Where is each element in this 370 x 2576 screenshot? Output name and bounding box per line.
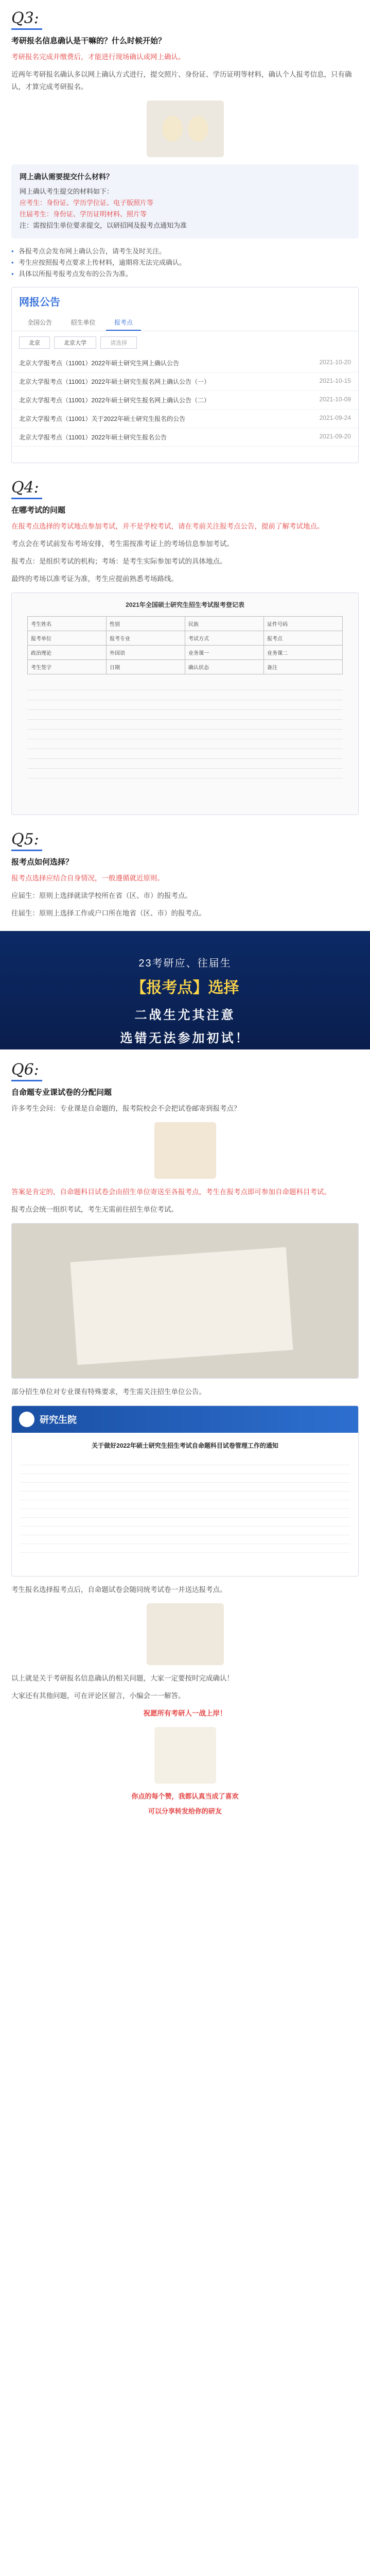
form-body	[27, 685, 343, 788]
q5-title: 报考点如何选择？	[11, 858, 74, 867]
q4-paragraph-4: 最终的考场以准考证为准，考生应提前熟悉考场路线。	[11, 575, 178, 583]
q5-number: Q5:	[11, 831, 42, 851]
list-item-date: 2021-09-20	[319, 433, 351, 440]
tab-national[interactable]: 全国公告	[27, 319, 52, 326]
form-cell: 报考点	[267, 636, 283, 642]
form-cell: 政治理论	[28, 646, 107, 659]
q5-paragraph-2: 应届生：原则上选择就读学校所在省（区、市）的报考点。	[11, 892, 192, 900]
q3-box-line-2: 往届考生：身份证、学历证明材料、照片等	[20, 210, 147, 218]
province-select[interactable]: 北京	[19, 336, 50, 349]
notice-body	[20, 1458, 350, 1561]
list-item-title: 北京大学报考点（11001）2022年硕士研究生报名网上确认公告（二）	[19, 397, 210, 404]
q6-paragraph-4: 部分招生单位对专业课有特殊要求，考生需关注招生单位公告。	[11, 1388, 206, 1396]
form-cell: 民族	[185, 617, 264, 631]
form-cell: 日期	[107, 660, 185, 674]
q4-paragraph-2: 考点会在考试前发布考场安排，考生需按准考证上的考场信息参加考试。	[11, 540, 234, 548]
site-select[interactable]: 请选择	[100, 336, 137, 349]
q3-number: Q3:	[11, 9, 42, 30]
exam-site-banner	[0, 931, 370, 1049]
q5-paragraph-1: 报考点选择应结合自身情况，一般遵循就近原则。	[11, 874, 164, 882]
q6-paragraph-8: 祝愿所有考研人一战上岸！	[143, 1709, 227, 1717]
banner-line-1: 23考研应、往届生	[138, 958, 232, 969]
banner-line-4: 选错无法参加初试！	[120, 1031, 250, 1045]
list-item[interactable]	[12, 372, 358, 391]
q4-section	[0, 479, 370, 815]
q6-paragraph-5: 考生报名选择报考点后，自命题试卷会随同统考试卷一并送达报考点。	[11, 1586, 227, 1594]
sticker-image	[154, 1122, 216, 1179]
form-table	[27, 616, 343, 674]
list-item-title: 北京大学报考点（11001）2022年硕士研究生网上确认公告	[19, 360, 180, 367]
tab-university[interactable]: 招生单位	[71, 319, 96, 326]
form-cell: 考试方式	[185, 631, 264, 645]
form-cell: 业务课一	[185, 646, 264, 659]
q3-section	[0, 9, 370, 463]
form-cell: 业务课二	[267, 651, 288, 656]
footer-line-2: 可以分享转发给你的研友	[148, 1807, 222, 1815]
q5-section	[0, 831, 370, 920]
list-item[interactable]	[12, 428, 358, 447]
university-logo-icon	[19, 1412, 34, 1427]
form-row	[28, 617, 342, 631]
banner-line-2: 【报考点】选择	[131, 979, 239, 996]
q3-box-line-3: 注：需按招生单位要求提交，以研招网及报考点通知为准	[20, 222, 187, 229]
q3-paragraph-1: 考研报名完成并缴费后，才能进行现场确认或网上确认。	[11, 53, 185, 61]
q6-section	[0, 1061, 370, 1816]
q3-bullet: • 考生应按照报考点要求上传材料，逾期将无法完成确认。	[11, 257, 359, 268]
q3-box-line-1: 应考生：身份证、学历学位证、电子版照片等	[20, 199, 154, 207]
q6-title: 自命题专业课试卷的分配问题	[11, 1088, 112, 1097]
form-cell: 考生签字	[28, 660, 107, 674]
list-item-date: 2021-09-24	[319, 414, 351, 421]
list-item-title: 北京大学报考点（11001）关于2022年硕士研究生报名的公告	[19, 415, 186, 422]
notice-title: 关于做好2022年硕士研究生招生考试自命题科目试卷管理工作的通知	[92, 1442, 278, 1449]
q6-paragraph-6: 以上就是关于考研报名信息确认的相关问题，大家一定要按时完成确认！	[11, 1674, 234, 1682]
q3-paragraph-2: 近两年考研报名确认多以网上确认方式进行，提交照片、身份证、学历证明等材料，确认个人报考信息，只有确认，才算完成考研报名。	[11, 71, 352, 91]
form-cell: 考生姓名	[28, 617, 107, 631]
portal-screenshot	[11, 287, 359, 463]
q5-paragraph-3: 往届生：原则上选择工作或户口所在地省（区、市）的报考点。	[11, 909, 206, 917]
footer-line-1: 你点的每个赞，我都认真当成了喜欢	[131, 1792, 239, 1800]
q6-paragraph-7: 大家还有其他问题，可在评论区留言，小编会一一解答。	[11, 1692, 185, 1700]
list-item-title: 北京大学报考点（11001）2022年硕士研究生报名公告	[19, 434, 167, 441]
q6-paragraph-3: 报考点会统一组织考试，考生无需前往招生单位考试。	[11, 1206, 178, 1213]
list-item-date: 2021-10-15	[319, 377, 351, 384]
exam-paper-photo	[11, 1223, 359, 1379]
q4-number: Q4:	[11, 479, 42, 499]
egg-sticker-image	[147, 100, 224, 157]
portal-title: 网报公告	[19, 297, 60, 308]
form-row	[28, 660, 342, 674]
q3-bullet: • 具体以所报考报考点发布的公告为准。	[11, 268, 359, 280]
form-cell: 确认状态	[185, 660, 264, 674]
form-cell: 备注	[267, 665, 277, 671]
q3-bullet: • 各报考点会发布网上确认公告，请考生及时关注。	[11, 246, 359, 257]
q4-paragraph-3: 报考点：是组织考试的机构；考场：是考生实际参加考试的具体地点。	[11, 557, 227, 565]
list-item[interactable]	[12, 391, 358, 410]
q3-box-title: 网上确认需要提交什么材料？	[20, 173, 113, 181]
list-item[interactable]	[12, 410, 358, 428]
portal-tabs	[12, 315, 358, 331]
list-item-date: 2021-10-20	[319, 359, 351, 366]
form-cell: 外国语	[107, 646, 185, 659]
q3-box-line-0: 网上确认考生提交的材料如下：	[20, 188, 114, 195]
banner-line-3: 二战生尤其注意	[134, 1008, 236, 1022]
form-cell: 报考单位	[28, 631, 107, 645]
portal-filters	[12, 331, 358, 354]
q6-number: Q6:	[11, 1061, 42, 1081]
q4-paragraph-1: 在报考点选择的考试地点参加考试，并不是学校考试，请在考前关注报考点公告，提前了解考试地点。	[11, 522, 324, 530]
form-cell: 性别	[107, 617, 185, 631]
form-title: 2021年全国硕士研究生招生考试报考登记表	[126, 601, 244, 608]
q3-info-box	[11, 164, 359, 239]
dog-sticker-image	[147, 1603, 224, 1665]
school-select[interactable]: 北京大学	[54, 336, 96, 349]
university-notice-screenshot	[11, 1405, 359, 1577]
q3-title: 考研报名信息确认是干嘛的？什么时候开始？	[11, 37, 166, 45]
q4-title: 在哪考试的问题	[11, 506, 66, 515]
list-item-date: 2021-10-09	[319, 396, 351, 403]
list-item-title: 北京大学报考点（11001）2022年硕士研究生报名网上确认公告（一）	[19, 378, 210, 385]
form-cell: 报考专业	[107, 631, 185, 645]
form-row	[28, 646, 342, 660]
q6-paragraph-2: 答案是肯定的，自命题科目试卷会由招生单位寄送至各报考点，考生在报考点即可参加自命题科目考试。	[11, 1188, 331, 1196]
university-name: 研究生院	[40, 1415, 77, 1425]
cat-sticker-image	[154, 1727, 216, 1784]
list-item[interactable]	[12, 354, 358, 372]
university-header	[12, 1406, 358, 1433]
tab-exam-site[interactable]: 报考点	[106, 315, 141, 331]
form-cell: 证件号码	[267, 622, 288, 628]
q6-paragraph-1: 许多考生会问：专业课是自命题的，报考院校会不会把试卷邮寄到报考点？	[11, 1105, 241, 1112]
form-row	[28, 631, 342, 646]
registration-form-image	[11, 592, 359, 815]
